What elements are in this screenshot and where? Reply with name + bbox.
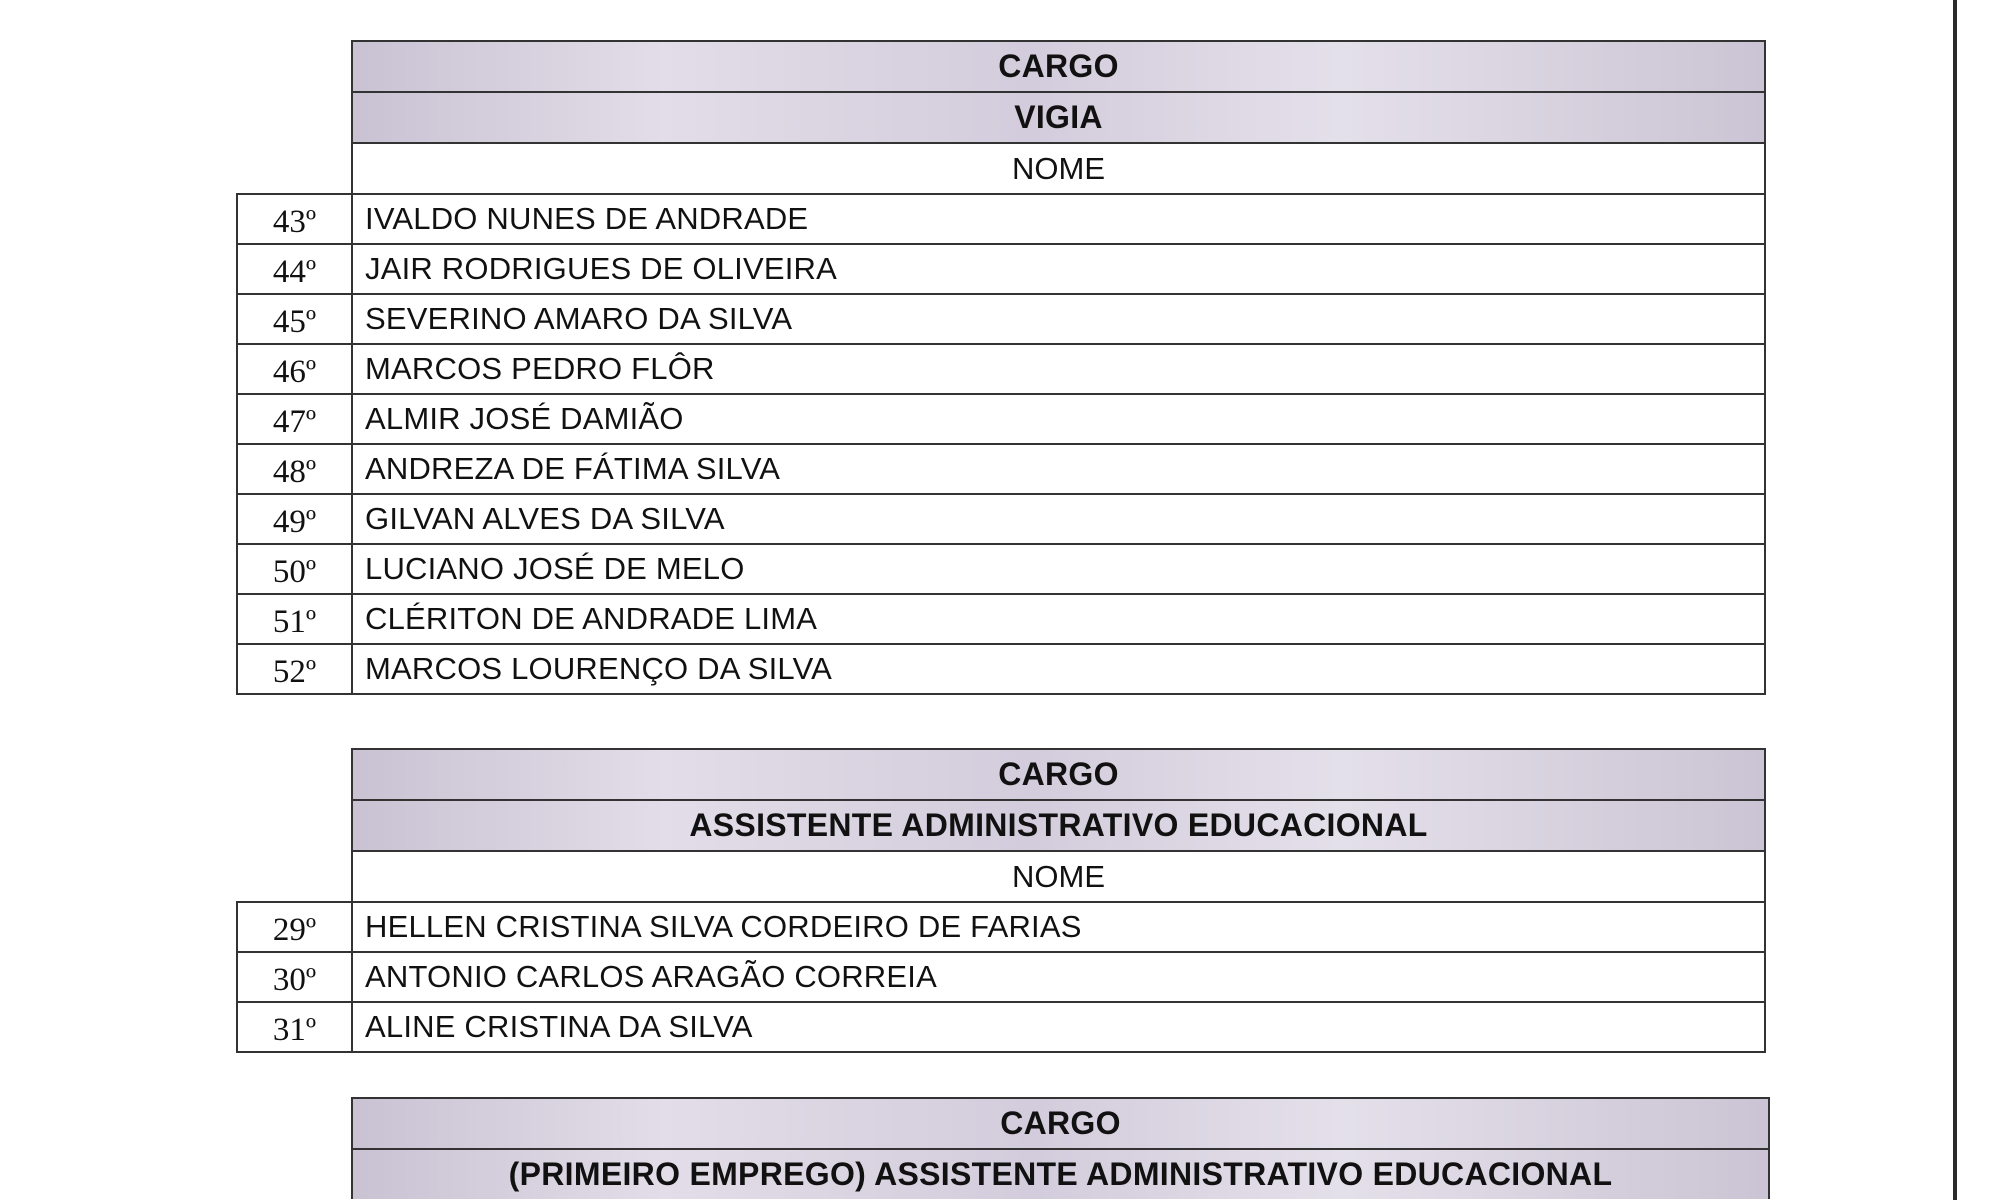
table-row [236,951,1766,1001]
cargo-title: VIGIA [351,91,1766,142]
name-cell: SEVERINO AMARO DA SILVA [351,293,1766,343]
rank-cell: 30º [236,951,351,1001]
table-row [236,593,1766,643]
name-cell: CLÉRITON DE ANDRADE LIMA [351,593,1766,643]
name-cell: GILVAN ALVES DA SILVA [351,493,1766,543]
page-margin [1957,0,2000,1200]
table-row [236,493,1766,543]
table-row [236,243,1766,293]
results-list [236,901,1766,1053]
name-cell: ANDREZA DE FÁTIMA SILVA [351,443,1766,493]
cargo-title: ASSISTENTE ADMINISTRATIVO EDUCACIONAL [351,799,1766,850]
rank-cell: 51º [236,593,351,643]
table-row [236,343,1766,393]
rank-cell: 46º [236,343,351,393]
cargo-title: (PRIMEIRO EMPREGO) ASSISTENTE ADMINISTRATIVO EDUCACIONAL [351,1148,1770,1199]
rank-cell: 47º [236,393,351,443]
table-row [236,643,1766,693]
name-cell: LUCIANO JOSÉ DE MELO [351,543,1766,593]
table-row [236,293,1766,343]
rank-cell: 50º [236,543,351,593]
rank-cell: 49º [236,493,351,543]
table-row [236,393,1766,443]
section-primeiro-emprego [236,1097,1770,1199]
nome-header: NOME [351,142,1766,193]
cargo-header: CARGO [351,40,1766,91]
name-cell: IVALDO NUNES DE ANDRADE [351,193,1766,243]
cargo-header: CARGO [351,748,1766,799]
table-row [236,543,1766,593]
table-row [236,193,1766,243]
nome-header: NOME [351,850,1766,901]
table-row [236,443,1766,493]
name-cell: MARCOS LOURENÇO DA SILVA [351,643,1766,693]
name-cell: ALINE CRISTINA DA SILVA [351,1001,1766,1051]
name-cell: ALMIR JOSÉ DAMIÃO [351,393,1766,443]
name-cell: JAIR RODRIGUES DE OLIVEIRA [351,243,1766,293]
rank-cell: 52º [236,643,351,693]
results-list [236,193,1766,695]
rank-cell: 48º [236,443,351,493]
name-cell: MARCOS PEDRO FLÔR [351,343,1766,393]
table-row [236,901,1766,951]
rank-cell: 29º [236,901,351,951]
name-cell: ANTONIO CARLOS ARAGÃO CORREIA [351,951,1766,1001]
section-assistente-administrativo [236,748,1766,1053]
rank-cell: 44º [236,243,351,293]
cargo-header: CARGO [351,1097,1770,1148]
section-vigia [236,40,1766,695]
rank-cell: 31º [236,1001,351,1051]
table-row [236,1001,1766,1051]
rank-cell: 45º [236,293,351,343]
rank-cell: 43º [236,193,351,243]
name-cell: HELLEN CRISTINA SILVA CORDEIRO DE FARIAS [351,901,1766,951]
page-edge [1953,0,1957,1200]
